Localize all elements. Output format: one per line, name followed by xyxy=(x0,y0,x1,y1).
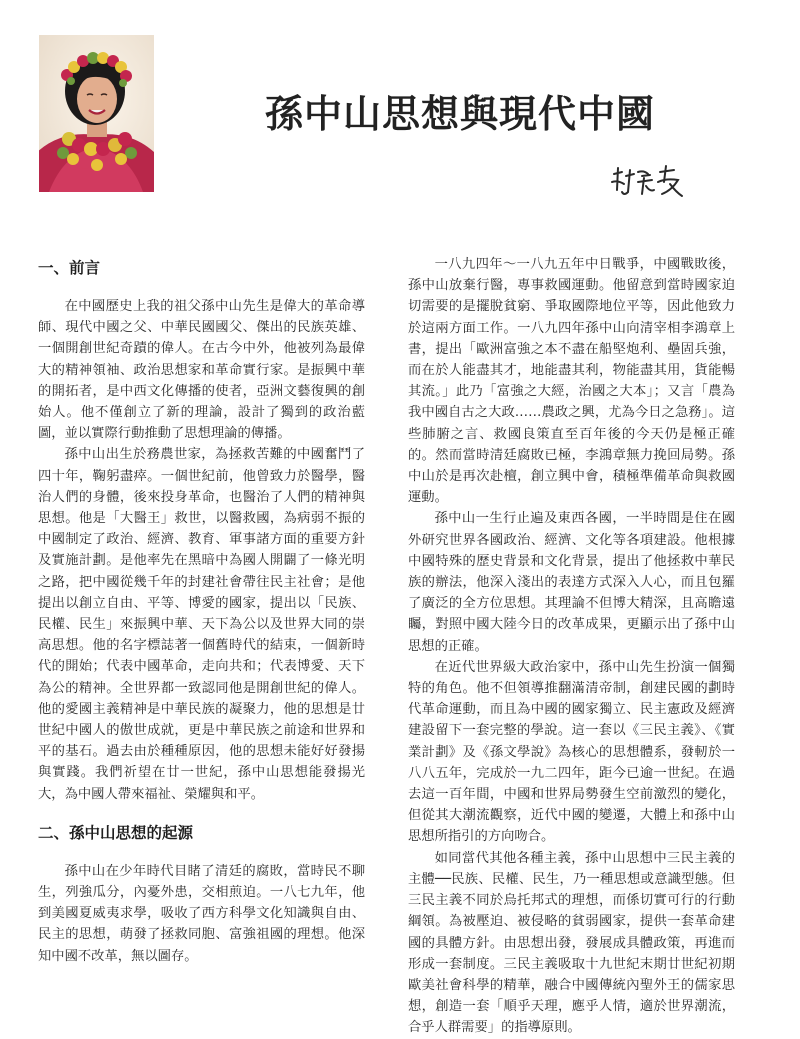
article-title: 孫中山思想與現代中國 xyxy=(264,92,655,136)
paragraph: 如同當代其他各種主義，孫中山思想中三民主義的主體──民族、民權、民生，乃一種思想或意識型態。但三民主義不同於烏托邦式的理想，而係切實可行的行動綱領。為被壓迫、被侵略的貧弱國家，提供一套革命建國的具體方針。由思想出發，發展成具體政策，再進而形成一套制度。三民主義吸取十九世紀末期廿世紀初期歐美社會科學的精華，融合中國傳統內聖外王的儒家思想，創造一套「順乎天理，應乎人情，適於世界潮流，合乎人群需要」的指導原則。 xyxy=(408,850,735,1036)
paragraph: 在近代世界級大政治家中，孫中山先生扮演一個獨特的角色。他不但領導推翻滿清帝制，創建民國的劃時代革命運動，而且為中國的國家獨立、民主憲政及經濟建設留下一套完整的學說。這一套以《三民主義》、《實業計劃》及《孫文學說》為核心的思想體系，發軔於一八八五年，完成於一九二四年，距今已逾一世紀。在過去這一百年間，中國和世界局勢發生空前激烈的變化，但從其大潮流觀察，近代中國的變遷，大體上和孫中山思想所指引的方向吻合。 xyxy=(408,659,735,845)
author-signature xyxy=(608,162,688,202)
author-portrait xyxy=(39,35,154,192)
section-heading-origins: 二、孫中山思想的起源 xyxy=(38,823,194,842)
paragraph: 孫中山出生於務農世家，為拯救苦難的中國奮鬥了四十年，鞠躬盡瘁。一個世紀前，他曾致力於醫學，醫治人們的身體，後來投身革命，也醫治了人們的精神與思想。他是「大醫王」救世，以醫救國，為病弱不振的中國制定了政治、經濟、教育、軍事諸方面的重要方針及實施計劃。是他率先在黑暗中為國人開闢了一條光明之路，把中國從幾千年的封建社會帶往民主社會；是他提出以創立自由、平等、博愛的國家，提出以「民族、民權、民生」來振興中華、天下為公以及世界大同的崇高思想。他的名字標誌著一個舊時代的結束，一個新時代的開始；代表中國革命，走向共和；代表博愛、天下為公的精神。全世界都一致認同他是開創世紀的偉人。他的愛國主義精神是中華民族的凝聚力，他的思想是廿世紀中國人的傲世成就，更是中華民族之前途和世界和平的基石。過去由於種種原因，他的思想未能好好發揚與實踐。我們祈望在廿一世紀，孫中山思想能發揚光大，為中國人帶來福祉、榮耀與和平。 xyxy=(38,447,365,802)
paragraph: 在中國歷史上我的祖父孫中山先生是偉大的革命導師、現代中國之父、中華民國國父、傑出的民族英雄、一個開創世紀奇蹟的偉人。在古今中外，他被列為最偉大的精神領袖、政治思想家和革命實行家。是振興中華的開拓者，是中西文化傳播的使者，亞洲文藝復興的創始人。他不僅創立了新的理論，設計了獨到的政治藍圖，並以實際行動推動了思想理論的傳播。 xyxy=(38,299,365,442)
paragraph: 一八九四年～一八九五年中日戰爭，中國戰敗後，孫中山放棄行醫，專事救國運動。他留意到當時國家迫切需要的是擺脫貧窮、爭取國際地位平等，因此他致力於這兩方面工作。一八九四年孫中山向清宰相李鴻章上書，提出「歐洲富強之本不盡在船堅炮利、壘固兵強，而在於人能盡其才，地能盡其利，物能盡其用，貨能暢其流。」此乃「富強之大經，治國之大本」；又言「農為我中國自古之大政……農政之興，尤為今日之急務」。這些肺腑之言、救國良策直至百年後的今天仍是極正確的。然而當時清廷腐敗已極，李鴻章無力挽回局勢。孫中山於是再次赴檀，創立興中會，積極準備革命與救國運動。 xyxy=(408,257,735,506)
paragraph: 孫中山在少年時代目睹了清廷的腐敗，當時民不聊生，列強瓜分，內憂外患，交相煎迫。一八七九年，他到美國夏威夷求學，吸收了西方科學文化知識與自由、民主的思想，萌發了拯救同胞、富強祖國的理想。他深知中國不改革，無以圖存。 xyxy=(38,863,365,964)
portrait-illustration xyxy=(39,35,154,192)
section-heading-intro: 一、前言 xyxy=(38,259,101,277)
paragraph: 孫中山一生行止遍及東西各國，一半時間是住在國外研究世界各國政治、經濟、文化等各項建設。他根據中國特殊的歷史背景和文化背景，提出了他拯救中華民族的辦法，他深入淺出的表達方式深入人心，而且包羅了廣泛的全方位思想。其理論不但博大精深，且高瞻遠矚，對照中國大陸今日的改革成果，更顯示出了孫中山思想的正確。 xyxy=(408,511,735,654)
left-column xyxy=(38,254,365,967)
right-column xyxy=(408,254,735,1039)
